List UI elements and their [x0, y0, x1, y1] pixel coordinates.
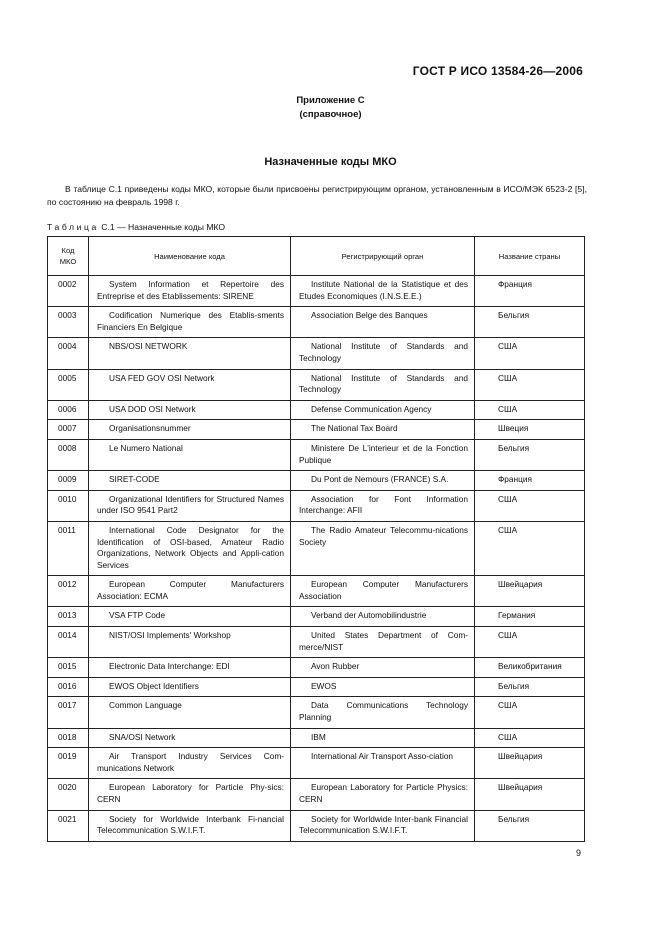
cell-authority: Association Belge des Banques	[291, 307, 475, 338]
cell-name: SIRET-CODE	[89, 471, 291, 491]
table-row	[48, 338, 585, 369]
cell-name: System Information et Repertoire des Entreprise et des Etablissements: SIRENE	[89, 276, 291, 307]
cell-name: Society for Worldwide Interbank Fi-nancial Telecommunication S.W.I.F.T.	[89, 810, 291, 841]
cell-authority: United States Department of Com-merce/NIST	[291, 627, 475, 658]
cell-country: Франция	[475, 276, 585, 307]
cell-country: Великобритания	[475, 658, 585, 678]
cell-name: International Code Designator for the Identification of OSI-based, Amateur Radio Organizations, Network Objects and Appli-cation Services	[89, 521, 291, 575]
cell-authority: Institute National de la Statistique et des Etudes Economiques (I.N.S.E.E.)	[291, 276, 475, 307]
cell-authority: Verband der Automobilindustrie	[291, 607, 475, 627]
cell-authority: Ministere De L'interieur et de la Fonction Publique	[291, 439, 475, 470]
table-row	[48, 810, 585, 841]
cell-name: VSA FTP Code	[89, 607, 291, 627]
cell-authority: Du Pont de Nemours (FRANCE) S.A.	[291, 471, 475, 491]
cell-country: Швейцария	[475, 748, 585, 779]
cell-name: USA FED GOV OSI Network	[89, 369, 291, 400]
cell-code: 0019	[48, 748, 89, 779]
cell-country: США	[475, 728, 585, 748]
cell-code: 0009	[48, 471, 89, 491]
cell-country: Франция	[475, 471, 585, 491]
cell-code: 0021	[48, 810, 89, 841]
cell-country: Германия	[475, 607, 585, 627]
cell-authority: Society for Worldwide Inter-bank Financial Telecommunication S.W.I.F.T.	[291, 810, 475, 841]
cell-authority: EWOS	[291, 677, 475, 697]
header-country: Название страны	[475, 237, 585, 276]
cell-authority: International Air Transport Asso-ciation	[291, 748, 475, 779]
cell-authority: National Institute of Standards and Technology	[291, 338, 475, 369]
cell-name: Organizational Identifiers for Structured Names under ISO 9541 Part2	[89, 490, 291, 521]
cell-authority: National Institute of Standards and Technology	[291, 369, 475, 400]
header-code: Код МКО	[48, 237, 89, 276]
cell-code: 0011	[48, 521, 89, 575]
cell-country: Бельгия	[475, 810, 585, 841]
cell-code: 0018	[48, 728, 89, 748]
cell-code: 0014	[48, 627, 89, 658]
table-row	[48, 779, 585, 810]
cell-country: Швеция	[475, 420, 585, 440]
cell-name: Air Transport Industry Services Com-munications Network	[89, 748, 291, 779]
cell-name: NBS/OSI NETWORK	[89, 338, 291, 369]
cell-authority: IBM	[291, 728, 475, 748]
cell-name: European Laboratory for Particle Phy-sics: CERN	[89, 779, 291, 810]
cell-code: 0007	[48, 420, 89, 440]
table-row	[48, 439, 585, 470]
table-row	[48, 471, 585, 491]
cell-code: 0020	[48, 779, 89, 810]
table-row	[48, 276, 585, 307]
cell-authority: European Computer Manufacturers Association	[291, 576, 475, 607]
table-row	[48, 490, 585, 521]
table-row	[48, 400, 585, 420]
table-row	[48, 369, 585, 400]
cell-country: США	[475, 338, 585, 369]
table-caption	[47, 222, 225, 232]
table-row	[48, 728, 585, 748]
table-row	[48, 658, 585, 678]
cell-country: США	[475, 627, 585, 658]
cell-country: Бельгия	[475, 677, 585, 697]
annex-subtitle: (справочное)	[299, 109, 362, 120]
table-caption-label: Таблица	[47, 222, 99, 232]
cell-code: 0013	[48, 607, 89, 627]
cell-name: SNA/OSI Network	[89, 728, 291, 748]
cell-country: США	[475, 521, 585, 575]
cell-code: 0010	[48, 490, 89, 521]
table-row	[48, 307, 585, 338]
cell-name: European Computer Manufacturers Association: ECMA	[89, 576, 291, 607]
cell-authority: The National Tax Board	[291, 420, 475, 440]
cell-authority: European Laboratory for Particle Physics: CERN	[291, 779, 475, 810]
cell-country: США	[475, 369, 585, 400]
cell-code: 0016	[48, 677, 89, 697]
cell-name: USA DOD OSI Network	[89, 400, 291, 420]
cell-code: 0005	[48, 369, 89, 400]
annex-title: Приложение С	[296, 95, 365, 106]
cell-code: 0015	[48, 658, 89, 678]
cell-code: 0008	[48, 439, 89, 470]
cell-authority: Defense Communication Agency	[291, 400, 475, 420]
table-row	[48, 748, 585, 779]
cell-name: Le Numero National	[89, 439, 291, 470]
table-row	[48, 420, 585, 440]
table-caption-text: С.1 — Назначенные коды МКО	[98, 222, 226, 232]
cell-country: Швейцария	[475, 576, 585, 607]
codes-table	[47, 236, 585, 842]
cell-authority: Avon Rubber	[291, 658, 475, 678]
cell-authority: The Radio Amateur Telecommu-nications Society	[291, 521, 475, 575]
table-row	[48, 627, 585, 658]
cell-code: 0012	[48, 576, 89, 607]
table-row	[48, 697, 585, 728]
intro-paragraph: В таблице С.1 приведены коды МКО, которые были присвоены регистрирующим органом, установленным в ИСО/МЭК 6523-2 [5], по состоянию на февраль 1998 г.	[47, 184, 587, 207]
annex-heading	[0, 94, 661, 122]
table-header-row	[48, 237, 585, 276]
cell-name: Electronic Data Interchange: EDI	[89, 658, 291, 678]
page-number: 9	[576, 848, 582, 858]
cell-country: Швейцария	[475, 779, 585, 810]
table-row	[48, 521, 585, 575]
cell-code: 0017	[48, 697, 89, 728]
table-row	[48, 576, 585, 607]
header-authority: Регистрирующий орган	[291, 237, 475, 276]
cell-country: Бельгия	[475, 307, 585, 338]
table-row	[48, 607, 585, 627]
cell-authority: Association for Font Information Interchange: AFII	[291, 490, 475, 521]
header-name: Наименование кода	[89, 237, 291, 276]
cell-name: Common Language	[89, 697, 291, 728]
cell-name: Codification Numerique des Etablis-sments Financiers En Belgique	[89, 307, 291, 338]
cell-code: 0004	[48, 338, 89, 369]
cell-code: 0002	[48, 276, 89, 307]
cell-authority: Data Communications Technology Planning	[291, 697, 475, 728]
cell-code: 0003	[48, 307, 89, 338]
cell-country: США	[475, 400, 585, 420]
cell-name: NIST/OSI Implements' Workshop	[89, 627, 291, 658]
cell-name: EWOS Object Identifiers	[89, 677, 291, 697]
table-row	[48, 677, 585, 697]
document-header: ГОСТ Р ИСО 13584-26—2006	[412, 64, 583, 78]
cell-code: 0006	[48, 400, 89, 420]
cell-name: Organisationsnummer	[89, 420, 291, 440]
cell-country: Бельгия	[475, 439, 585, 470]
section-title: Назначенные коды МКО	[264, 156, 397, 168]
cell-country: США	[475, 697, 585, 728]
cell-country: США	[475, 490, 585, 521]
